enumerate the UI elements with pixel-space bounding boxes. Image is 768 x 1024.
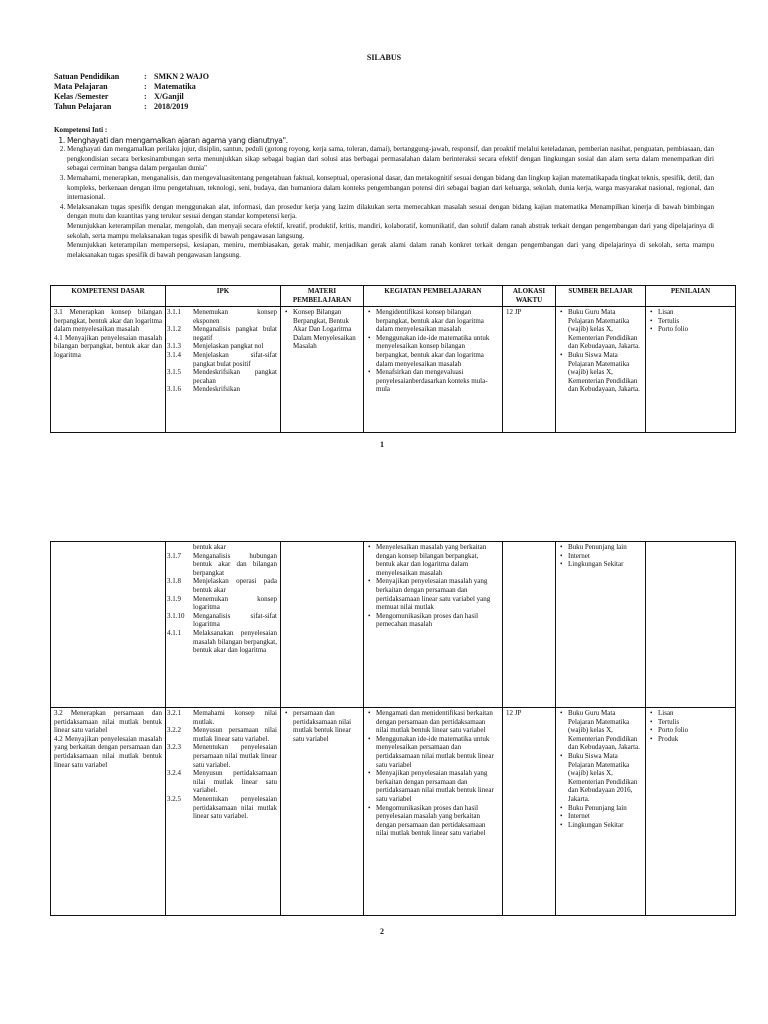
ipk-item: 3.1.9 Menemukan konsep logaritma <box>167 594 277 612</box>
header-ipk: IPK <box>166 286 281 307</box>
kd-item: 4.2 Menyajikan penyelesaian masalah yang berkaitan dengan persamaan dan pertidaksamaan nilai mutlak bentuk linear satu variabel <box>54 734 162 769</box>
sumber-cell <box>556 708 646 916</box>
identity-row: Satuan Pendidikan : SMKN 2 WAJO <box>54 72 209 81</box>
identity-row: Tahun Pelajaran : 2018/2019 <box>54 102 189 111</box>
kegiatan-item: • Mengidentifikasi konsep bilangan berpangkat, bentuk akar dan logaritma dalam menyelesaikan masalah <box>376 308 499 334</box>
identity-value: 2018/2019 <box>154 102 189 111</box>
materi-cell <box>281 708 364 916</box>
penilaian-cell <box>646 708 736 916</box>
kd-item: 3.2 Menerapkan persamaan dan pertidaksamaan nilai mutlak bentuk linear satu variabel <box>54 709 162 735</box>
penilaian-cell <box>646 542 736 708</box>
ipk-item: 3.2.5 Menentukan penyelesaian pertidaksamaan nilai mutlak linear satu variabel. <box>167 794 277 821</box>
ipk-item: bentuk akar <box>193 543 226 551</box>
ipk-item: 3.1.5 Mendeskrifsikan pangkat pecahan <box>167 368 277 385</box>
kegiatan-item: • Menyajikan penyelesaian masalah yang berkaitan dengan persamaan dan pertidaksamaan nilai mutlak bentuk linear satu variabel <box>376 769 499 803</box>
table-row <box>51 708 736 916</box>
ipk-item: 3.2.2 Menyusun persamaan nilai mutlak linear satu variabel. <box>167 726 277 743</box>
materi-item: • persamaan dan pertidaksamaan nilai mutlak bentuk linear satu variabel <box>293 709 360 743</box>
identity-row: Mata Pelajaran : Matematika <box>54 82 196 91</box>
kegiatan-item: • Menafsirkan dan mengevaluasi penyelesaianberdasarkan konteks mula-mula <box>376 368 499 394</box>
ipk-item: 3.2.4 Menyusun pertidaksamaan nilai mutlak linear satu variabel. <box>167 769 277 795</box>
sumber-item: • Buku Guru Mata Pelajaran Matematika (wajib) kelas X, Kementerian Pendidikan dan Kebudayaan, Jakarta. <box>568 308 642 351</box>
document-title: SILABUS <box>366 53 402 62</box>
alokasi-cell: 12 JP <box>503 307 556 433</box>
table-row <box>51 542 736 708</box>
table-header-row <box>51 286 736 307</box>
ki-paragraph: Menunjukkan keterampilan menalar, mengolah, dan menyaji secara efektif, kreatif, produktif, kritis, mandiri, kolaboratif, komunikatif, dan solutif dalam ranah abstrak terkait dengan pengembangan dari yang dipelajarinya di sekolah, serta mampu melaksanakan tugas spesifik di bawah pengawasan langsung. <box>67 221 714 240</box>
ki-item: 2. Menghayati dan mengamalkan perilaku jujur, disiplin, santun, peduli (gotong royong, kerja sama, toleran, damai), bertanggung-jawab, responsif, dan proaktif melalui keteladanan, pemberian nasihat, penguatan, pembiasaan, dan pengkondisian secara berkesinambungan serta menunjukkan sikap sebagai bagian dari solusi atas berbagai permasalahan dalam berinteraksi secara efektif dengan lingkungan sosial dan alam serta dalam menempatkan diri sebagai cerminan bangsa dalam pergaulan dunia" <box>67 145 714 174</box>
materi-item: • Konsep Bilangan Berpangkat, Bentuk Akar Dan Logaritma Dalam Menyelesaikan Masalah <box>293 308 360 351</box>
alokasi-cell <box>503 542 556 708</box>
identity-value: X/Ganjil <box>154 92 184 101</box>
ipk-item: 3.1.7 Menganalisis hubungan bentuk akar dan bilangan berpangkat <box>167 551 277 577</box>
penilaian-item: • Tertulis <box>658 317 732 326</box>
header-sumber: SUMBER BELAJAR <box>556 286 646 307</box>
identity-key: Tahun Pelajaran <box>54 102 112 111</box>
ki-paragraph: Menunjukkan keterampilan mempersepsi, kesiapan, meniru, membiasakan, gerak mahir, menjadikan gerak alami dalam ranah konkret terkait dengan pengembangan dari yang dipelajarinya di sekolah, serta mampu melaksanakan tugas spesifik di bawah pengawasan langsung. <box>67 241 714 259</box>
ipk-item: 3.2.3 Menentukan penyelesaian persamaan nilai mutlak linear satu variabel. <box>167 743 277 769</box>
kegiatan-cell <box>364 542 503 708</box>
identity-block <box>54 72 209 112</box>
identity-key: Mata Pelajaran <box>54 82 108 91</box>
ipk-item: 3.1.8 Menjelaskan operasi pada bentuk akar <box>167 577 277 594</box>
ki-item: 3. Memahami, menerapkan, menganalisis, dan mengevaluasitentang pengetahuan faktual, konseptual, operasional dasar, dan metakognitif sesuai dengan bidang dan lingkup kajian matematikapada tingkat teknis, spesifik, detil, dan kompleks, berkenaan dengan ilmu pengetahuan, teknologi, seni, budaya, dan humaniora dalam konteks pengembangan potensi diri sebagai bagian dari keluarga, sekolah, dunia kerja, warga masyarakat nasional, regional, dan internasional. <box>67 174 714 203</box>
ipk-item: 3.1.3 Menjelaskan pangkat nol <box>167 342 264 351</box>
penilaian-cell <box>646 307 736 433</box>
penilaian-item: • Porto folio <box>658 726 732 735</box>
ipk-cell <box>166 708 281 916</box>
ipk-item: 3.1.2 Menganalisis pangkat bulat negatif <box>167 325 277 342</box>
alokasi-cell: 12 JP <box>503 708 556 916</box>
sumber-cell <box>556 542 646 708</box>
penilaian-item: • Porto folio <box>658 325 732 334</box>
kd-cell <box>51 307 166 433</box>
kegiatan-item: • Menyajikan penyelesaian masalah yang berkaitan dengan persamaan dan pertidaksamaan linear satu variabel yang memuat nilai mutlak <box>376 577 499 611</box>
penilaian-item: • Tertulis <box>658 718 732 727</box>
header-materi: MATERI PEMBELAJARAN <box>281 286 364 307</box>
ipk-item: 3.2.1 Memahami konsep nilai mutlak. <box>167 709 277 726</box>
identity-row: Kelas /Semester : X/Ganjil <box>54 92 184 101</box>
kompetensi-inti <box>54 126 714 260</box>
kegiatan-item: • Mengamati dan menidentifikasi berkaitan dengan persamaan dan pertidaksamaan nilai mutlak bentuk linear satu variabel <box>376 709 499 735</box>
kd-cell <box>51 708 166 916</box>
ki-item: 1. Menghayati dan mengamalkan ajaran agama yang dianutnya". <box>67 136 714 146</box>
penilaian-item: • Lisan <box>658 308 732 317</box>
kegiatan-item: • Menggunakan ide-ide matematika untuk menyelesaikan persamaan dan pertidaksamaan nilai mutlak bentuk linear satu variabel <box>376 735 499 769</box>
kegiatan-item: • Mengomunikasikan proses dan hasil pemecahan masalah <box>376 612 499 629</box>
ipk-item: 3.1.4 Menjelaskan sifat-sifat pangkat bulat positif <box>167 350 277 368</box>
header-penilaian: PENILAIAN <box>646 286 736 307</box>
ki-item: 4. Melaksanakan tugas spesifik dengan menggunakan alat, informasi, dan prosedur kerja yang lazim dilakukan serta memecahkan masalah sesuai dengan bidang kajian matematika Menampilkan kinerja di bawah bimbingan dengan mutu dan kuantitas yang terukur sesuai dengan standar kompetensi kerja. <box>67 203 714 222</box>
kegiatan-cell <box>364 708 503 916</box>
kegiatan-cell <box>364 307 503 433</box>
ki-heading: Kompetensi Inti : <box>54 126 108 134</box>
ipk-item: 4.1.1 Melaksanakan penyelesaian masalah bilangan berpangkat, bentuk akar dan logaritma <box>167 628 277 655</box>
kegiatan-item: • Menyelesaikan masalah yang berkaitan dengan konsep bilangan berpangkat, bentuk akar dan logaritma dalam menyelesaikan masalah <box>376 543 499 577</box>
sumber-item: • Lingkungan Sekitar <box>568 821 642 830</box>
header-alokasi: ALOKASI WAKTU <box>503 286 556 307</box>
identity-key: Satuan Pendidikan <box>54 72 120 81</box>
ipk-item: 3.1.6 Mendeskrifsikan <box>167 385 241 394</box>
kd-item: 4.1 Menyajikan penyelesaian masalah bilangan berpangkat, bentuk akar dan logaritma <box>54 333 162 359</box>
ipk-item: 3.1.10 Menganalisis sifat-sifat logaritma <box>167 611 277 629</box>
page-number-1: 1 <box>380 440 384 449</box>
identity-key: Kelas /Semester <box>54 92 109 101</box>
header-kegiatan: KEGIATAN PEMBELAJARAN <box>364 286 503 307</box>
silabus-table-page-1 <box>50 285 736 433</box>
identity-value: SMKN 2 WAJO <box>154 72 209 81</box>
table-row <box>51 307 736 433</box>
kegiatan-item: • Mengomunikasikan proses dan hasil penyelesaian masalah yang berkaitan dengan persamaan dan pertidaksamaan nilai mutlak bentuk linear satu variabel <box>376 804 499 838</box>
sumber-item: • Internet <box>568 812 642 821</box>
silabus-table-page-2 <box>50 541 736 916</box>
materi-cell <box>281 542 364 708</box>
penilaian-item: • Lisan <box>658 709 732 718</box>
kegiatan-item: • Menggunakan ide-ide matematika untuk menyelesaikan konsep bilangan berpangkat, bentuk akar dan logaritma dalam menyelesaikan masalah <box>376 334 499 368</box>
ki-list <box>54 136 714 222</box>
sumber-item: • Buku Penunjang lain <box>568 543 642 552</box>
penilaian-item: • Produk <box>658 735 732 744</box>
header-kompetensi-dasar: KOMPETENSI DASAR <box>51 286 166 307</box>
sumber-item: • Buku Guru Mata Pelajaran Matematika (wajib) kelas X, Kementerian Pendidikan dan Kebudayaan, Jakarta. <box>568 709 642 752</box>
sumber-cell <box>556 307 646 433</box>
sumber-item: • Buku Siswa Mata Pelajaran Matematika (wajib) kelas X, Kementerian Pendidikan dan Kebudayaan 2016, Jakarta. <box>568 752 642 804</box>
identity-value: Matematika <box>154 82 196 91</box>
kd-cell <box>51 542 166 708</box>
ipk-cell <box>166 542 281 708</box>
sumber-item: • Buku Penunjang lain <box>568 804 642 813</box>
page-number-2: 2 <box>380 927 384 936</box>
kd-item: 3.1 Menerapkan konsep bilangan berpangkat, bentuk akar dan logaritma dalam menyelesaikan masalah <box>54 308 162 334</box>
sumber-item: • Internet <box>568 552 642 561</box>
materi-cell <box>281 307 364 433</box>
sumber-item: • Lingkungan Sekitar <box>568 560 642 569</box>
sumber-item: • Buku Siswa Mata Pelajaran Matematika (wajib) kelas X, Kementerian Pendidikan dan Kebudayaan, Jakarta. <box>568 351 642 394</box>
ipk-item: 3.1.1 Menemukan konsep eksponen <box>167 308 277 325</box>
ipk-cell <box>166 307 281 433</box>
